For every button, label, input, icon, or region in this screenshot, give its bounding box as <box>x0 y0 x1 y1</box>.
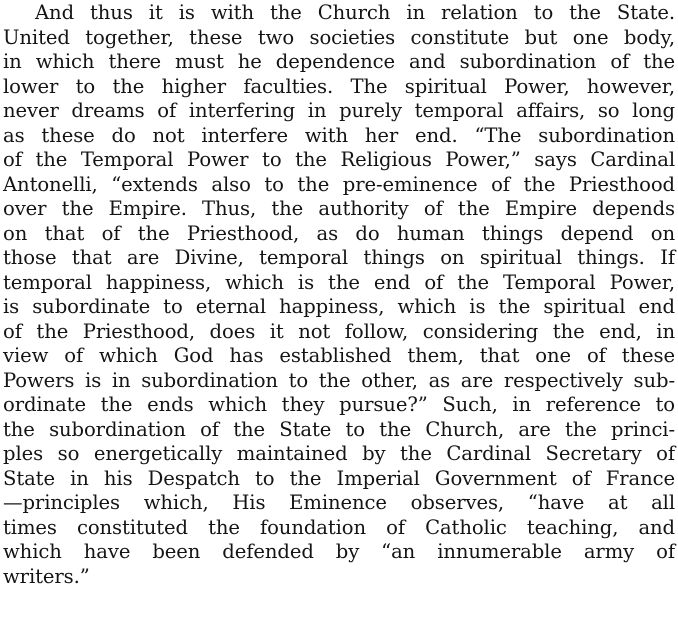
text-line: is subordinate to eternal happiness, which is the spiritual end <box>3 295 675 318</box>
text-line: temporal happiness, which is the end of the Temporal Power, <box>3 270 675 294</box>
text-line: Antonelli, “extends also to the pre-eminence of the Priesthood <box>3 172 675 196</box>
text-line: lower to the higher faculties. The spiritual Power, however, <box>3 74 675 98</box>
text-line: writers.” <box>3 564 90 588</box>
text-line: State in his Despatch to the Imperial Government of France <box>3 466 675 490</box>
text-line: view of which God has established them, that one of these <box>3 344 675 367</box>
text-line: And thus it is with the Church in relation to the State. <box>35 1 675 24</box>
text-line: of the Priesthood, does it not follow, considering the end, in <box>3 319 675 343</box>
text-line: United together, these two societies constitute but one body, <box>3 25 675 49</box>
text-line: Powers is in subordination to the other, as are respectively sub- <box>3 368 675 392</box>
text-line: in which there must he dependence and subordination of the <box>3 50 675 73</box>
text-line: never dreams of interfering in purely temporal affairs, so long <box>3 99 675 122</box>
text-line: times constituted the foundation of Catholic teaching, and <box>3 515 675 539</box>
text-line: the subordination of the State to the Church, are the princi- <box>3 417 675 441</box>
text-line: which have been defended by “an innumerable army of <box>3 540 675 563</box>
text-line: ples so energetically maintained by the Cardinal Secretary of <box>3 442 675 465</box>
text-line: —principles which, His Eminence observes, “have at all <box>3 491 675 514</box>
paragraph <box>3 1 675 589</box>
text-line: ordinate the ends which they pursue?” Such, in reference to <box>3 393 675 416</box>
text-line: over the Empire. Thus, the authority of the Empire depends <box>3 197 675 220</box>
text-line: on that of the Priesthood, as do human things depend on <box>3 221 675 245</box>
text-line: those that are Divine, temporal things on spiritual things. If <box>3 246 675 269</box>
text-line: of the Temporal Power to the Religious Power,” says Cardinal <box>3 148 675 171</box>
text-line: as these do not interfere with her end. “The subordination <box>3 123 675 147</box>
